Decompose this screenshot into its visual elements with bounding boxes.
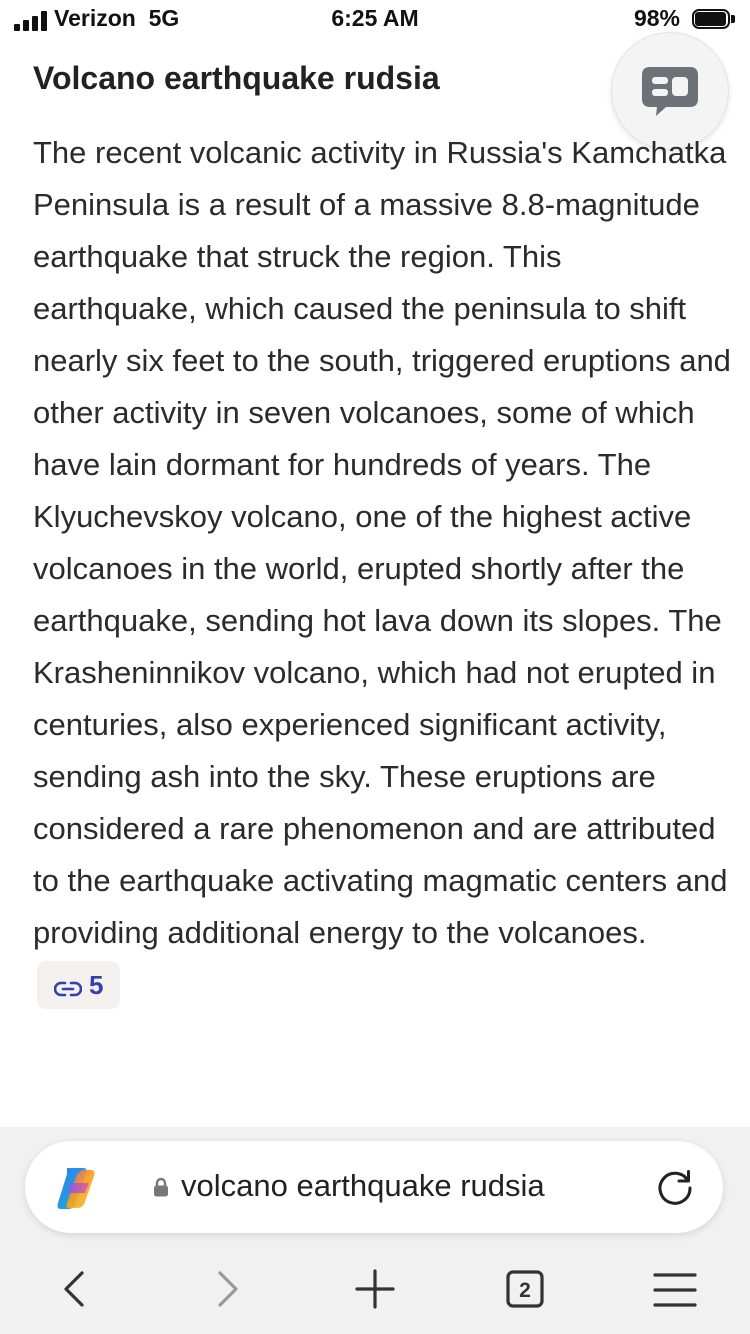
carrier-label: Verizon 5G [54,5,180,31]
status-bar [0,0,750,42]
address-bar[interactable] [25,1141,723,1233]
bottom-toolbar [0,1255,750,1325]
link-icon [54,980,82,998]
plus-icon [340,1255,410,1325]
chevron-right-icon [192,1255,262,1325]
chat-bubble-icon [640,63,700,119]
page-title: Volcano earthquake rudsia [33,60,440,96]
lock-icon [153,1177,169,1197]
hamburger-menu-icon [640,1255,710,1325]
copilot-logo-icon[interactable] [53,1165,99,1211]
forward-button[interactable] [192,1255,262,1325]
address-text[interactable]: volcano earthquake rudsia [181,1168,545,1203]
menu-button[interactable] [640,1255,710,1325]
reload-icon[interactable] [655,1168,695,1208]
new-tab-button[interactable] [340,1255,410,1325]
tabs-icon [490,1255,560,1325]
tab-count: 2 [519,1279,531,1302]
chevron-left-icon [40,1255,110,1325]
answer-text [33,127,733,1011]
status-time: 6:25 AM [331,5,419,31]
answer-paragraph: The recent volcanic activity in Russia's Kamchatka Peninsula is a result of a massive 8.8-magnitude earthquake that struck the region. This earthquake, which caused the peninsula to shift nearly six feet to the south, triggered eruptions and other activity in seven volcanoes, some of which have lain dormant for hundreds of years. The Klyuchevskoy volcano, one of the highest active volcanoes in the world, erupted shortly after the earthquake, sending hot lava down its slopes. The Krasheninnikov volcano, which had not erupted in centuries, also experienced significant activity, sending ash into the sky. These eruptions are considered a rare phenomenon and are attributed to the earthquake activating magmatic centers and providing additional energy to the volcanoes. [33,135,731,950]
tabs-button[interactable] [490,1255,560,1325]
back-button[interactable] [40,1255,110,1325]
battery-icon [692,9,736,31]
citation-count: 5 [89,970,104,1000]
citation-badge[interactable] [37,961,120,1009]
battery-percentage: 98% [633,5,680,31]
